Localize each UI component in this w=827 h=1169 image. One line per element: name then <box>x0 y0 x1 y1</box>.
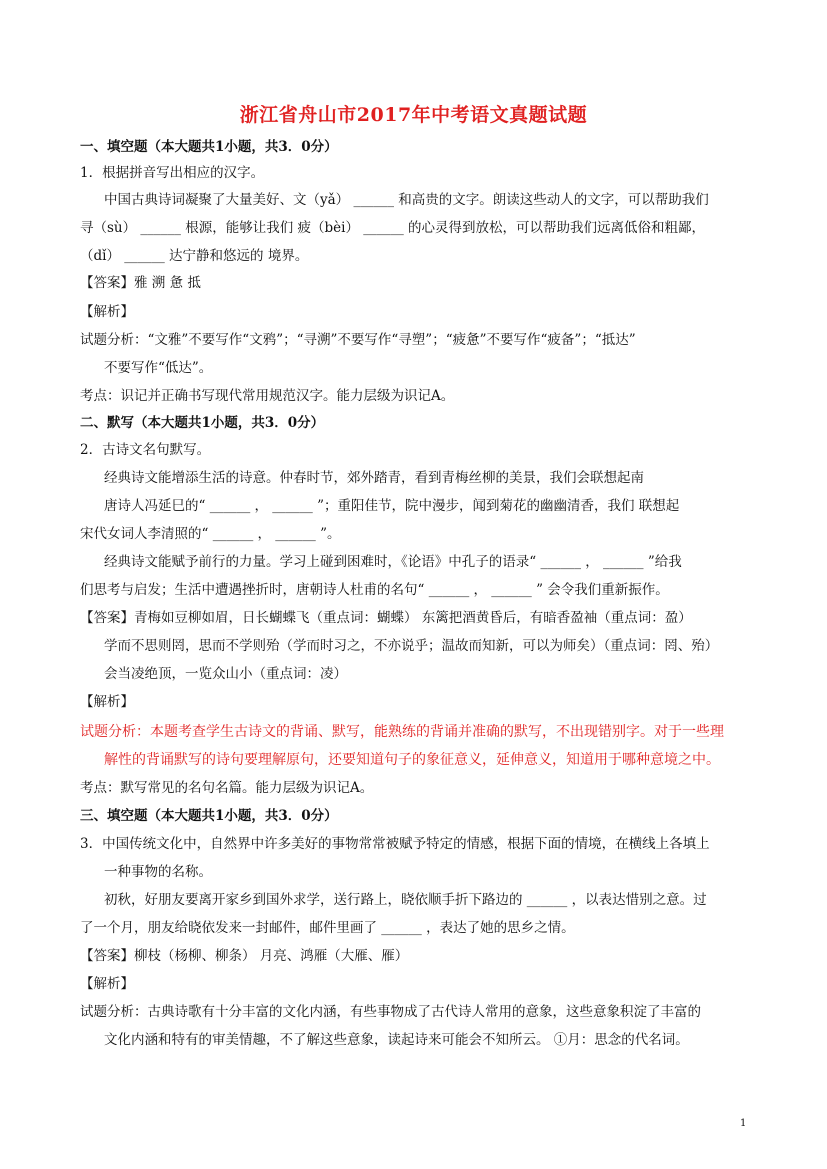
analysis-2: 解性的背诵默写的诗句要理解原句，还要知道句子的象征意义，延伸意义，知道用于哪种意境之中。 <box>104 752 720 768</box>
question-3-prompt: 3．中国传统文化中，自然界中许多美好的事物常常被赋予特定的情感，根据下面的情境，在横线上各填上 <box>80 836 710 852</box>
question-3-text: 初秋，好朋友要离开家乡到国外求学，送行路上，晓依顺手折下路边的 ______ ，以表达惜别之意。过 <box>104 892 707 908</box>
analysis-3: 文化内涵和特有的审美情趣，不了解这些意象，读起诗来可能会不知所云。 ①月：思念的代名词。 <box>104 1032 689 1048</box>
section-heading-2: 二、默写（本大题共1小题，共3．0分） <box>80 415 325 431</box>
question-3-text: 了一个月，朋友给晓依发来一封邮件，邮件里画了 ______ ，表达了她的思乡之情。 <box>80 920 575 936</box>
question-1-prompt: 1．根据拼音写出相应的汉字。 <box>80 165 265 181</box>
question-2-text: 宋代女词人李清照的“ ______ ， ______ ”。 <box>80 526 341 542</box>
question-2-text: 经典诗文能增添生活的诗意。仲春时节，郊外踏青，看到青梅丝柳的美景，我们会联想起南 <box>104 470 644 486</box>
analysis-label-1: 【解析】 <box>80 304 134 320</box>
question-2-text: 经典诗文能赋予前行的力量。学习上碰到困难时，《论语》中孔子的语录“ ______ ， ______ ”给我 <box>104 554 682 570</box>
question-2-text: 们思考与启发；生活中遭遇挫折时，唐朝诗人杜甫的名句“ ______ ， ______ ” 会令我们重新振作。 <box>80 582 669 598</box>
section-heading-1: 一、填空题（本大题共1小题，共3．0分） <box>80 139 338 155</box>
page-title: 浙江省舟山市2017年中考语文真题试题 <box>239 104 588 126</box>
answer-3: 【答案】柳枝（杨柳、柳条） 月亮、鸿雁（大雁、雁） <box>80 948 409 964</box>
answer-1: 【答案】雅 溯 惫 抵 <box>80 275 201 291</box>
analysis-1: 不要写作“低达”。 <box>104 360 213 376</box>
analysis-label-3: 【解析】 <box>80 976 134 992</box>
section-heading-3: 三、填空题（本大题共1小题，共3．0分） <box>80 808 338 824</box>
key-point-2: 考点：默写常见的名句名篇。能力层级为识记A。 <box>80 780 374 796</box>
key-point-1: 考点：识记并正确书写现代常用规范汉字。能力层级为识记A。 <box>80 388 455 404</box>
question-3-prompt: 一种事物的名称。 <box>104 864 212 880</box>
analysis-3: 试题分析：古典诗歌有十分丰富的文化内涵，有些事物成了古代诗人常用的意象，这些意象积淀了丰富的 <box>80 1004 701 1020</box>
analysis-2: 试题分析：本题考查学生古诗文的背诵、默写，能熟练的背诵并准确的默写，不出现错别字。对于一些理 <box>80 724 724 740</box>
analysis-label-2: 【解析】 <box>80 694 134 710</box>
question-2-text: 唐诗人冯延巳的“ ______ ， ______ ”；重阳佳节，院中漫步，闻到菊花的幽幽清香，我们 联想起 <box>104 498 680 514</box>
question-2-prompt: 2．古诗文名句默写。 <box>80 442 211 458</box>
analysis-1: 试题分析：“文雅”不要写作“文鸦”；“寻溯”不要写作“寻塑”；“疲惫”不要写作“疲备”；“抵达” <box>80 332 636 348</box>
answer-2: 学而不思则罔，思而不学则殆（学而时习之，不亦说乎；温故而知新，可以为师矣）（重点词：罔、殆） <box>104 638 719 654</box>
question-1-text: 中国古典诗词凝聚了大量美好、文（yǎ） ______ 和高贵的文字。朗读这些动人的文字，可以帮助我们 <box>104 192 709 208</box>
question-1-text: （dǐ） ______ 达宁静和悠远的 境界。 <box>80 248 309 264</box>
answer-2: 会当凌绝顶，一览众山小（重点词：凌） <box>104 666 347 682</box>
page-number: 1 <box>740 1118 747 1129</box>
question-1-text: 寻（sù） ______ 根源，能够让我们 疲（bèi） ______ 的心灵得到放松，可以帮助我们远离低俗和粗鄙， <box>80 220 706 236</box>
answer-2: 【答案】青梅如豆柳如眉，日长蝴蝶飞（重点词：蝴蝶） 东篱把酒黄昏后，有暗香盈袖（重点词：盈） <box>80 610 692 626</box>
